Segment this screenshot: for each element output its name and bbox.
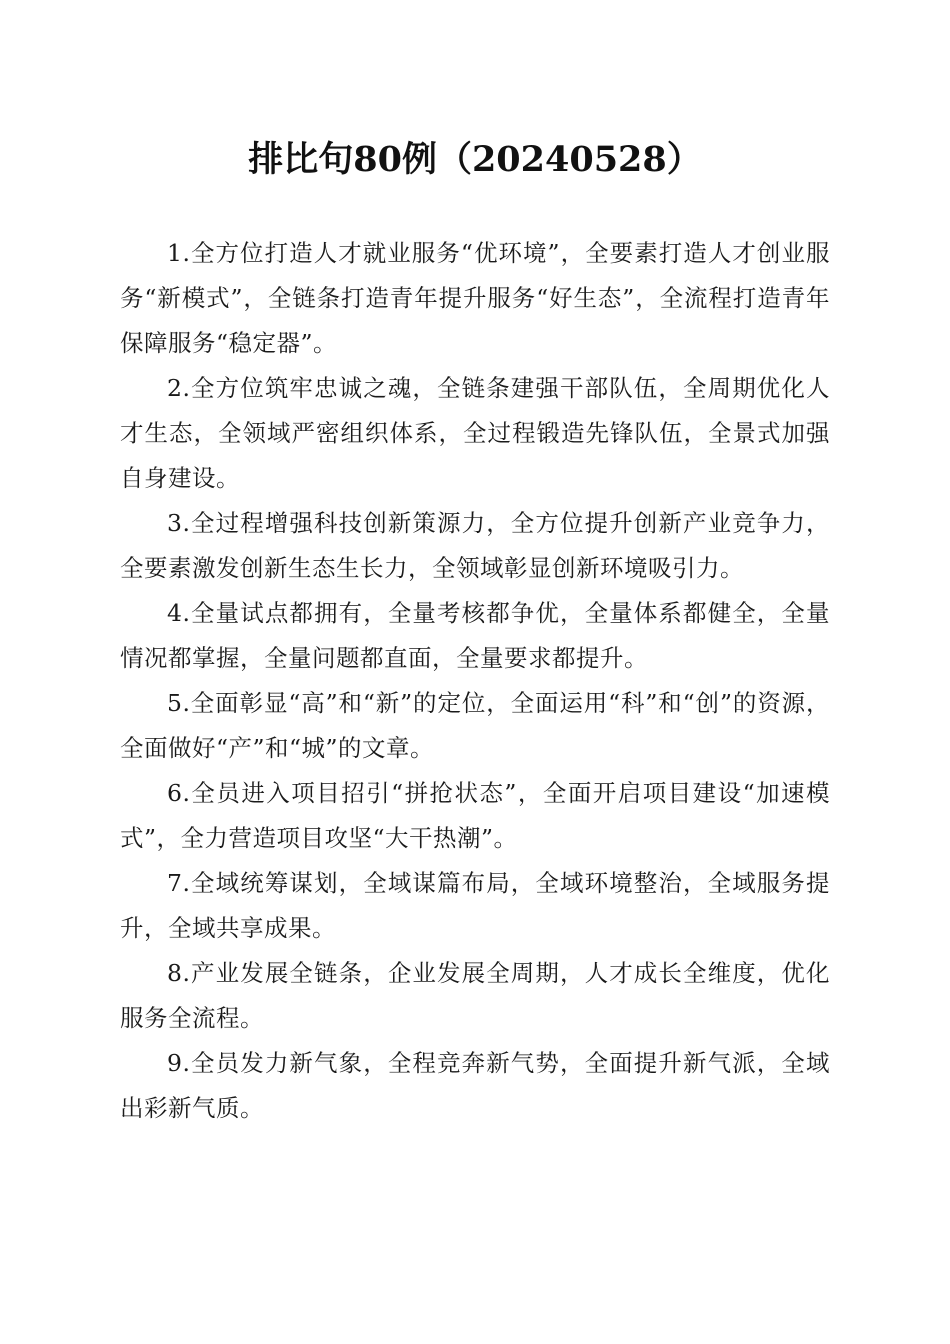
document-title: 排比句80例（20240528） <box>248 139 702 180</box>
paragraph-8: 8.产业发展全链条，企业发展全周期，人才成长全维度，优化服务全流程。 <box>120 959 830 1032</box>
paragraph-7: 7.全域统筹谋划，全域谋篇布局，全域环境整治，全域服务提升，全域共享成果。 <box>120 869 830 942</box>
paragraph-5: 5.全面彰显“高”和“新”的定位，全面运用“科”和“创”的资源，全面做好“产”和“城”的文章。 <box>120 689 830 762</box>
paragraph-6: 6.全员进入项目招引“拼抢状态”，全面开启项目建设“加速模式”，全力营造项目攻坚“大干热潮”。 <box>120 779 830 852</box>
paragraph-3: 3.全过程增强科技创新策源力，全方位提升创新产业竞争力，全要素激发创新生态生长力，全领域彰显创新环境吸引力。 <box>120 509 830 582</box>
paragraph-1: 1.全方位打造人才就业服务“优环境”，全要素打造人才创业服务“新模式”，全链条打造青年提升服务“好生态”，全流程打造青年保障服务“稳定器”。 <box>120 239 830 357</box>
paragraph-4: 4.全量试点都拥有，全量考核都争优，全量体系都健全，全量情况都掌握，全量问题都直面，全量要求都提升。 <box>120 599 830 672</box>
paragraph-2: 2.全方位筑牢忠诚之魂，全链条建强干部队伍，全周期优化人才生态，全领域严密组织体系，全过程锻造先锋队伍，全景式加强自身建设。 <box>120 374 830 492</box>
paragraph-9: 9.全员发力新气象，全程竞奔新气势，全面提升新气派，全域出彩新气质。 <box>120 1049 830 1122</box>
document-body <box>120 231 830 1131</box>
